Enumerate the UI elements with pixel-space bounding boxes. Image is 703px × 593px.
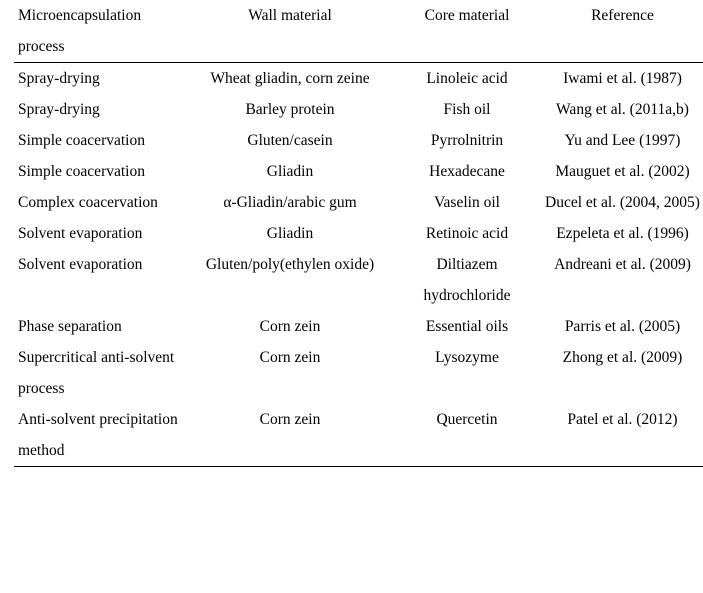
cell-reference: Yu and Lee (1997): [564, 132, 681, 149]
table-row: [14, 125, 703, 156]
cell-core-material: Linoleic acid: [426, 70, 508, 87]
cell-reference: Andreani et al. (2009): [554, 256, 691, 273]
cell-core-material: Fish oil: [443, 101, 491, 118]
cell-wall-material: Gliadin: [266, 163, 314, 180]
cell-wall-material: Gluten/poly(ethylen oxide): [205, 256, 375, 273]
table-row: [14, 63, 703, 95]
cell-core-material: Essential oils: [425, 318, 509, 335]
cell-wall-material: Corn zein: [259, 411, 321, 428]
cell-core-material: Pyrrolnitrin: [430, 132, 504, 149]
header-row: [14, 0, 703, 63]
cell-reference: Zhong et al. (2009): [562, 349, 683, 366]
microencapsulation-table-container: [14, 0, 703, 467]
cell-wall-material: α-Gliadin/arabic gum: [223, 194, 357, 211]
header-process: Microencapsulation process: [18, 7, 142, 55]
cell-reference: Ezpeleta et al. (1996): [556, 225, 689, 242]
cell-process: Spray-drying: [18, 70, 100, 87]
cell-core-material: Quercetin: [436, 411, 498, 428]
cell-process: Phase separation: [18, 318, 122, 335]
cell-process: Simple coacervation: [18, 132, 145, 149]
cell-core-material: Lysozyme: [435, 349, 499, 366]
cell-core-material: Hexadecane: [429, 163, 505, 180]
cell-reference: Mauguet et al. (2002): [555, 163, 690, 180]
table-row: [14, 249, 703, 311]
cell-wall-material: Gluten/casein: [247, 132, 333, 149]
cell-process: Simple coacervation: [18, 163, 145, 180]
cell-core-material: Diltiazem hydrochloride: [423, 256, 511, 304]
cell-reference: Patel et al. (2012): [567, 411, 678, 428]
cell-wall-material: Corn zein: [259, 318, 321, 335]
table-row: [14, 187, 703, 218]
header-wall-material: Wall material: [248, 7, 332, 24]
cell-wall-material: Gliadin: [266, 225, 314, 242]
cell-reference: Parris et al. (2005): [564, 318, 681, 335]
cell-reference: Iwami et al. (1987): [563, 70, 682, 87]
table-row: [14, 218, 703, 249]
cell-process: Solvent evaporation: [18, 256, 143, 273]
cell-wall-material: Barley protein: [245, 101, 335, 118]
table-row: [14, 94, 703, 125]
cell-core-material: Vaselin oil: [434, 194, 500, 211]
table-row: [14, 342, 703, 404]
table-row: [14, 404, 703, 467]
header-reference: Reference: [591, 7, 654, 24]
cell-core-material: Retinoic acid: [425, 225, 509, 242]
table-header: [14, 0, 703, 63]
table-row: [14, 156, 703, 187]
cell-process: Anti-solvent precipitation method: [18, 411, 178, 459]
cell-process: Supercritical anti-solvent process: [18, 349, 175, 397]
cell-process: Spray-drying: [18, 101, 100, 118]
cell-reference: Wang et al. (2011a,b): [556, 101, 689, 118]
microencapsulation-table: [14, 0, 703, 467]
cell-process: Solvent evaporation: [18, 225, 143, 242]
table-row: [14, 311, 703, 342]
cell-reference: Ducel et al. (2004, 2005): [545, 194, 700, 211]
cell-wall-material: Wheat gliadin, corn zeine: [210, 70, 370, 87]
cell-process: Complex coacervation: [18, 194, 158, 211]
header-core-material: Core material: [424, 7, 510, 24]
cell-wall-material: Corn zein: [259, 349, 321, 366]
table-body: [14, 63, 703, 467]
